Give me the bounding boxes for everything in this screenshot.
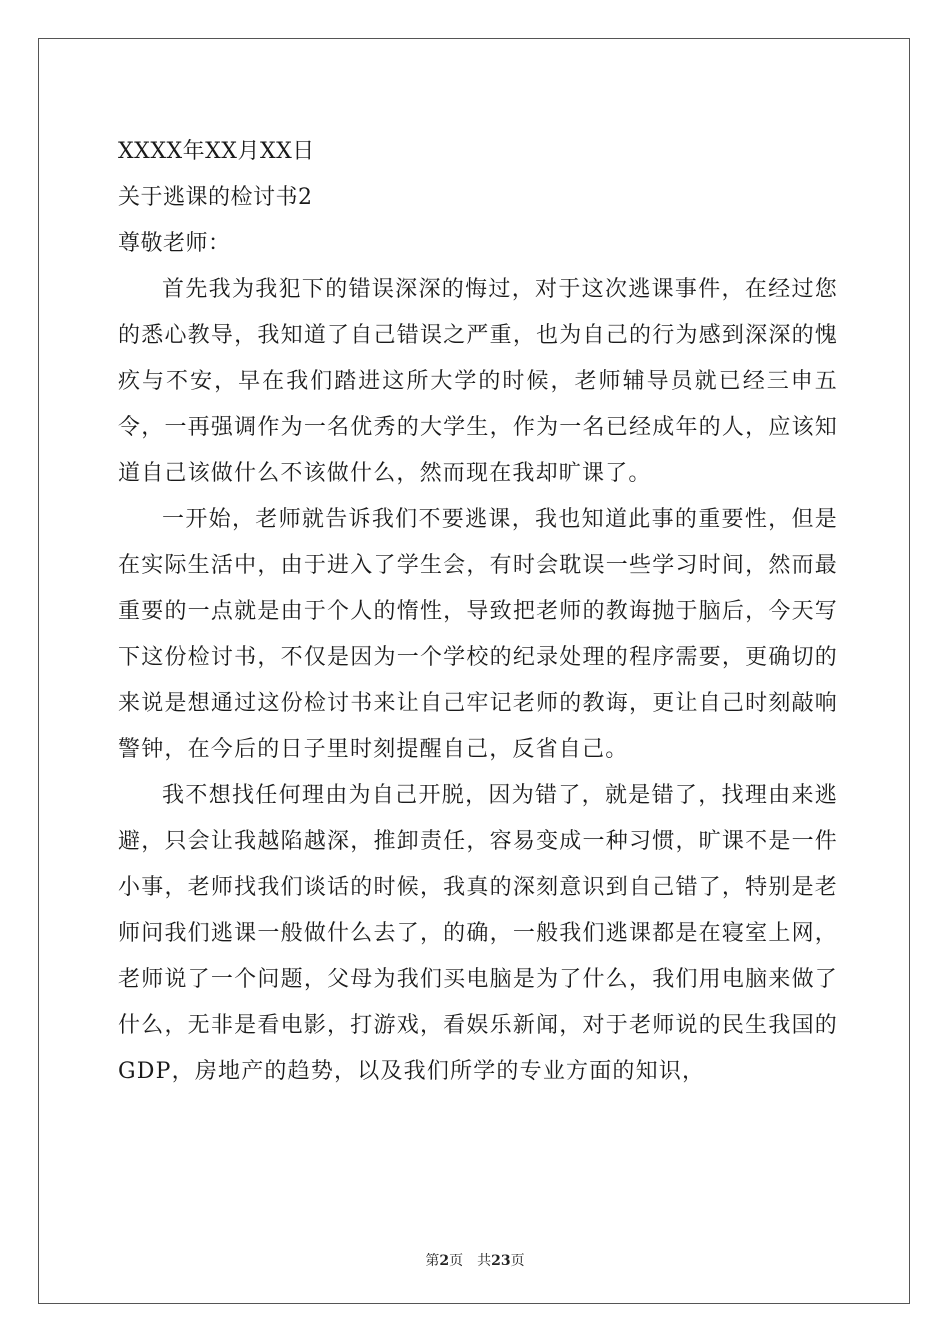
paragraph-2: 一开始，老师就告诉我们不要逃课，我也知道此事的重要性，但是在实际生活中，由于进入了学生会，有时会耽误一些学习时间，然而最重要的一点就是由于个人的惰性，导致把老师的教诲抛于脑后，今天写下这份检讨书，不仅是因为一个学校的纪录处理的程序需要，更确切的来说是想通过这份检讨书来让自己牢记老师的教诲，更让自己时刻敲响警钟，在今后的日子里时刻提醒自己，反省自己。: [118, 507, 838, 762]
paragraph-3: 我不想找任何理由为自己开脱，因为错了，就是错了，找理由来逃避，只会让我越陷越深，推卸责任，容易变成一种习惯，旷课不是一件小事，老师找我们谈话的时候，我真的深刻意识到自己错了，特别是老师问我们逃课一般做什么去了，的确，一般我们逃课都是在寝室上网，老师说了一个问题，父母为我们买电脑是为了什么，我们用电脑来做了什么，无非是看电影，打游戏，看娱乐新闻，对于老师说的民生我国的GDP，房地产的趋势，以及我们所学的专业方面的知识，: [118, 783, 838, 1084]
total-prefix: 共: [477, 1253, 492, 1269]
page-footer: [0, 1250, 950, 1270]
document-body: [118, 129, 838, 1095]
total-suffix: 页: [510, 1253, 525, 1269]
page-suffix: 页: [449, 1253, 464, 1269]
paragraph-1: 首先我为我犯下的错误深深的悔过，对于这次逃课事件，在经过您的悉心教导，我知道了自己错误之严重，也为自己的行为感到深深的愧疚与不安，早在我们踏进这所大学的时候，老师辅导员就已经三申五令，一再强调作为一名优秀的大学生，作为一名已经成年的人，应该知道自己该做什么不该做什么，然而现在我却旷课了。: [118, 277, 838, 486]
page-prefix: 第: [425, 1253, 440, 1269]
total-pages: 23: [491, 1253, 511, 1269]
page-number: 2: [439, 1253, 450, 1269]
document-title: 关于逃课的检讨书2: [118, 185, 313, 210]
salutation: 尊敬老师：: [118, 231, 231, 256]
date-line: XXXX年XX月XX日: [118, 139, 315, 164]
